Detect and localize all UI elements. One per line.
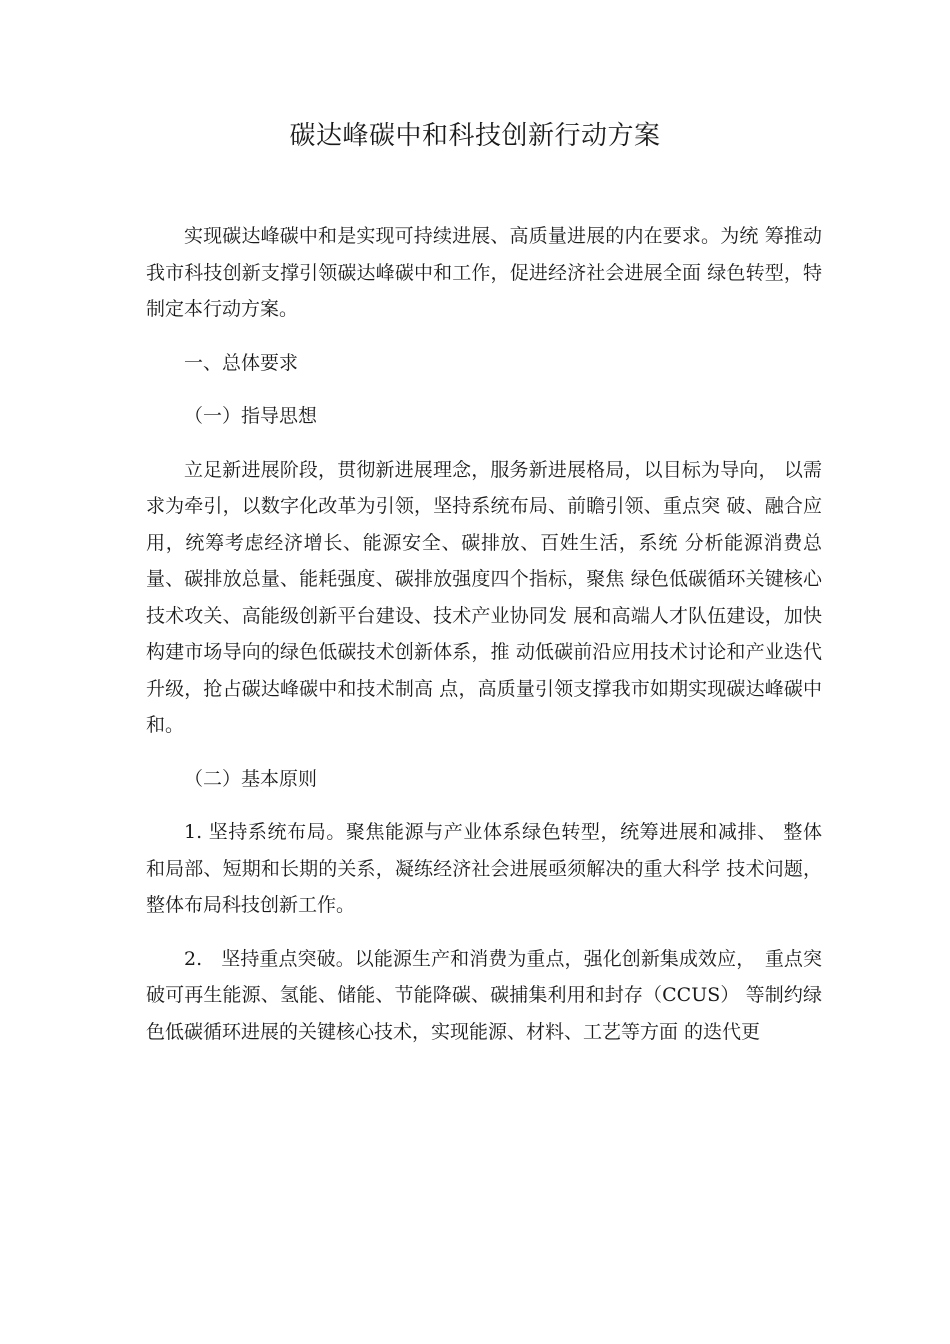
document-title: 碳达峰碳中和科技创新行动方案 [289, 121, 661, 151]
heading-basic-principles: （二）基本原则 [184, 767, 318, 790]
paragraph-guiding-ideology: 立足新进展阶段，贯彻新进展理念，服务新进展格局，以目标为导向， 以需求为牵引，以数字化改革为引领，坚持系统布局、前瞻引领、重点突 破、融合应用，统筹考虑经济增长、能源安全、碳排放、百姓生活，系统 分析能源消费总量、碳排放总量、能耗强度、碳排放强度四个指标，聚焦 绿色低碳循环关键核心技术攻关、高能级创新平台建设、技术产业协同发 展和高端人才队伍建设，加快构建市场导向的绿色低碳技术创新体系，推 动低碳前沿应用技术讨论和产业迭代升级，抢占碳达峰碳中和技术制高 点，高质量引领支撑我市如期实现碳达峰碳中和。 [146, 458, 822, 736]
heading-guiding-ideology: （一）指导思想 [184, 405, 318, 427]
paragraph-intro: 实现碳达峰碳中和是实现可持续进展、高质量进展的内在要求。为统 筹推动我市科技创新支撑引领碳达峰碳中和工作，促进经济社会进展全面 绿色转型，特制定本行动方案。 [146, 225, 822, 320]
paragraph-principle-2: 2. 坚持重点突破。以能源生产和消费为重点，强化创新集成效应， 重点突破可再生能源、氢能、储能、节能降碳、碳捕集利用和封存（CCUS） 等制约绿色低碳循环进展的关键核心技术，实现能源、材料、工艺等方面 的迭代更 [146, 947, 822, 1043]
heading-general-requirements: 一、总体要求 [184, 351, 299, 374]
document-body [146, 218, 822, 1050]
paragraph-principle-1: 1. 坚持系统布局。聚焦能源与产业体系绿色转型，统筹进展和减排、 整体和局部、短期和长期的关系，凝练经济社会进展亟须解决的重大科学 技术问题，整体布局科技创新工作。 [146, 821, 822, 916]
